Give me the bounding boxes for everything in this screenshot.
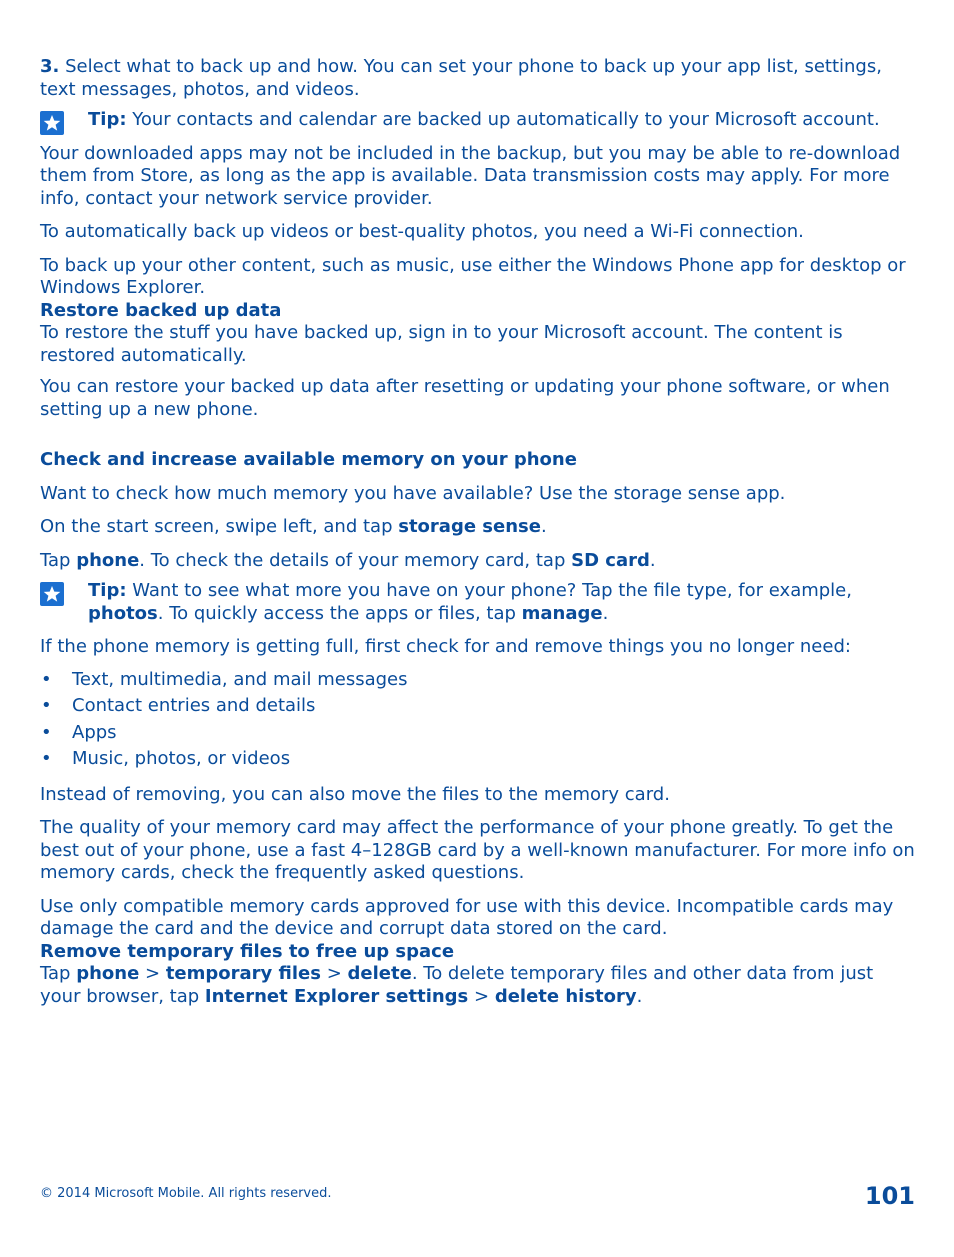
text: .	[636, 985, 643, 1007]
bullet-list	[40, 667, 916, 773]
step-text: Select what to back up and how. You can set your phone to back up your app list, settings, text messages, photos, and videos.	[40, 56, 882, 100]
paragraph-temp-files	[40, 963, 916, 1008]
tip-text	[88, 109, 916, 132]
text: >	[468, 985, 495, 1007]
ui-term-photos: photos	[88, 602, 158, 624]
text: Tap	[40, 549, 77, 571]
paragraph-memory-1: Want to check how much memory you have available? Use the storage sense app.	[40, 482, 786, 504]
paragraph-downloaded-apps: Your downloaded apps may not be included in the backup, but you may be able to re-download them from Store, as long as the app is available. Data transmission costs may apply. For more info, contact your network service provider.	[40, 142, 901, 209]
ui-term-phone: phone	[76, 549, 140, 571]
heading-memory: Check and increase available memory on your phone	[40, 449, 577, 470]
list-item: • Text, multimedia, and mail messages	[40, 667, 916, 694]
ui-term-ie-settings: Internet Explorer settings	[204, 985, 469, 1007]
text: . To delete temporary files and other data from just your browser, tap	[40, 963, 874, 1007]
heading-temp-files: Remove temporary files to free up space	[40, 940, 455, 962]
text: . To check the details of your memory card, tap	[139, 549, 572, 571]
ui-term-temporary-files: temporary files	[165, 963, 321, 984]
paragraph-memory-2	[40, 516, 916, 539]
tip-label: Tip:	[88, 580, 127, 601]
paragraph-wifi: To automatically back up videos or best-quality photos, you need a Wi-Fi connection.	[40, 221, 804, 242]
star-icon	[40, 111, 64, 135]
paragraph-memory-6: The quality of your memory card may affect the performance of your phone greatly. To get the best out of your phone, use a fast 4–128GB card by a well-known manufacturer. For more info on memory cards, check the frequently asked questions.	[40, 817, 915, 883]
ui-term-sd-card: SD card	[571, 549, 650, 571]
text: .	[649, 549, 656, 571]
ui-term-phone: phone	[76, 963, 140, 984]
text: .	[540, 516, 547, 537]
page-content	[40, 56, 916, 1008]
list-item: • Apps	[40, 720, 916, 747]
ui-term-delete: delete	[347, 963, 412, 984]
tip-backup	[40, 109, 916, 132]
tip-body: Your contacts and calendar are backed up automatically to your Microsoft account.	[126, 109, 880, 130]
list-item: • Music, photos, or videos	[40, 746, 916, 773]
ui-term-manage: manage	[521, 602, 603, 624]
text: >	[139, 963, 166, 984]
heading-restore: Restore backed up data	[40, 299, 282, 321]
list-item: • Contact entries and details	[40, 693, 916, 720]
step-3	[40, 56, 916, 101]
paragraph-memory-4: If the phone memory is getting full, first check for and remove things you no longer need:	[40, 636, 851, 657]
ui-term-delete-history: delete history	[494, 985, 637, 1007]
text: >	[320, 963, 348, 984]
text: . To quickly access the apps or files, tap	[157, 602, 522, 624]
paragraph-memory-3	[40, 550, 916, 573]
text: Want to see what more you have on your phone? Tap the file type, for example,	[126, 580, 852, 601]
paragraph-other-content: To back up your other content, such as music, use either the Windows Phone app for desktop or Windows Explorer.	[40, 254, 906, 298]
text: .	[602, 602, 609, 624]
paragraph-restore-2: You can restore your backed up data after resetting or updating your phone software, or when setting up a new phone.	[40, 376, 890, 420]
ui-term-storage-sense: storage sense	[398, 516, 541, 537]
tip-label: Tip:	[88, 109, 127, 130]
paragraph-memory-7: Use only compatible memory cards approved for use with this device. Incompatible cards may damage the card and the device and corrupt data stored on the card.	[40, 895, 894, 939]
step-number: 3.	[40, 56, 60, 77]
copyright: © 2014 Microsoft Mobile. All rights reserved.	[40, 1186, 332, 1201]
paragraph-memory-5: Instead of removing, you can also move the files to the memory card.	[40, 783, 670, 805]
tip-memory	[40, 580, 916, 625]
text: Tap	[40, 963, 77, 984]
text: On the start screen, swipe left, and tap	[40, 516, 399, 537]
tip-text	[88, 580, 916, 625]
paragraph-restore-1: To restore the stuff you have backed up, sign in to your Microsoft account. The content is restored automatically.	[40, 322, 843, 366]
page-number: 101	[864, 1182, 915, 1210]
star-icon	[40, 582, 64, 606]
